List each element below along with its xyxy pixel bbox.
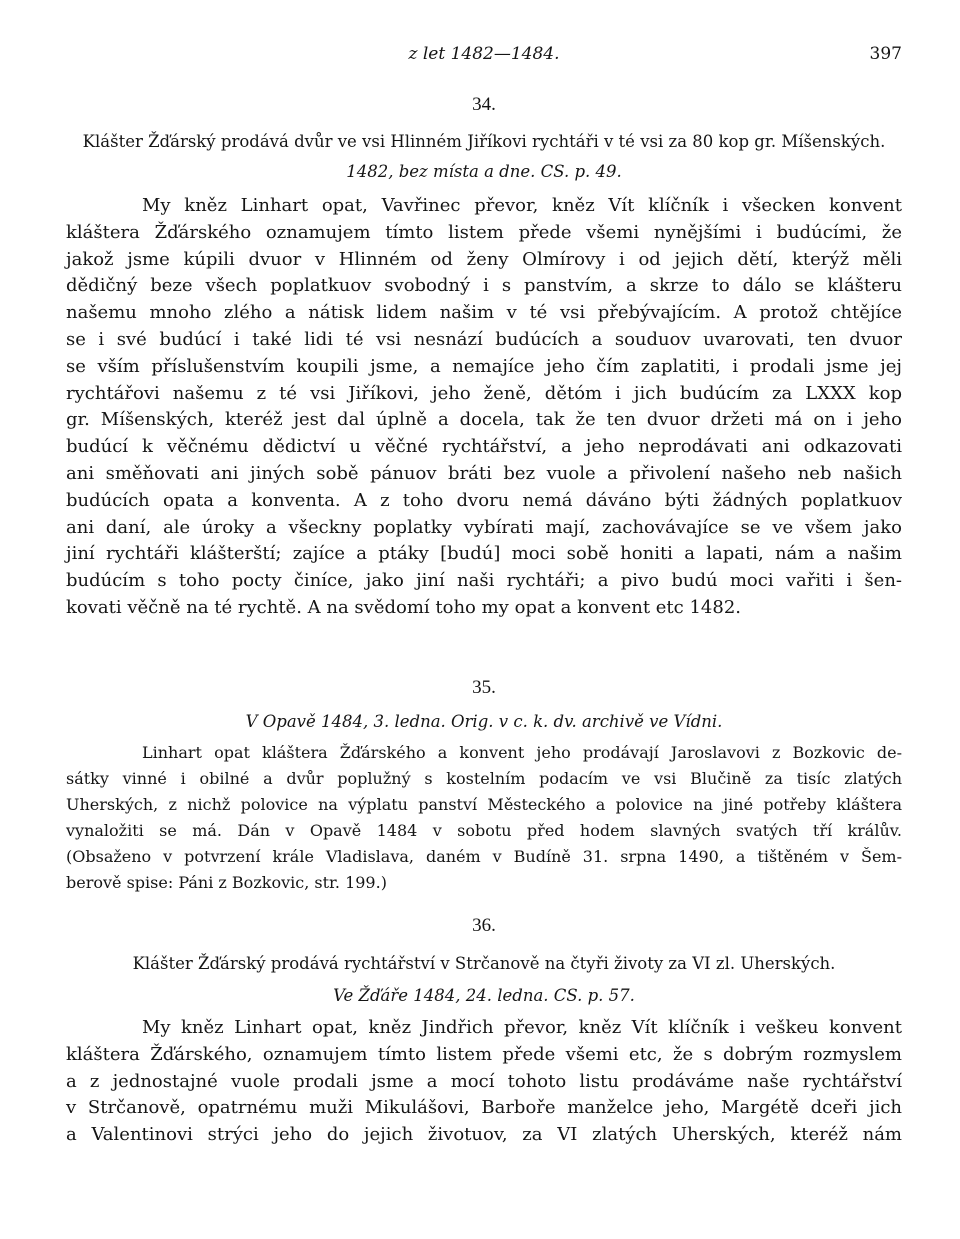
text-line: My kněz Linhart opat, kněz Jindřich převor, kněz Vít klíčník i veškeu konvent (142, 1017, 902, 1038)
text-line: našemu mnoho zlého a nátisk lidem našim v té vsi přebývajícím. A protož chtějíce (66, 302, 902, 324)
text-line: se i své budúcí i také lidi té vsi nesnází budúcích a souduov uvarovati, ten dvuor (66, 328, 902, 350)
text-line: berově spise: Páni z Bozkovic, str. 199.) (66, 873, 387, 892)
text-line: Uherských, z nichž polovice na výplatu panství Městeckého a polovice na jiné potřeby kláštera (66, 795, 902, 814)
section-heading: Klášter Žďárský prodává rychtářství v Strčanově na čtyři životy za VI zl. Uherských. (132, 954, 836, 973)
text-line: rychtářovi našemu z té vsi Jiříkovi, jeho ženě, dětóm i jich budúcím za LXXX kop (66, 382, 902, 404)
running-title: z let 1482—1484. (408, 44, 560, 64)
section-heading: Klášter Žďárský prodává dvůr ve vsi Hlinném Jiříkovi rychtáři v té vsi za 80 kop gr. Míšenských. (82, 132, 886, 151)
section-number: 34. (472, 94, 496, 115)
section-text (66, 740, 902, 896)
section-number: 36. (472, 915, 496, 936)
text-line: a z jednostajné vuole prodali jsme a mocí tohoto listu prodáváme naše rychtářství (66, 1070, 902, 1092)
text-line: a Valentinovi strýci jeho do jejich životuov, za VI zlatých Uherských, kteréž nám (66, 1124, 902, 1146)
text-line: v Strčanově, opatrnému muži Mikulášovi, Barboře manželce jeho, Margétě dceři jich (66, 1097, 902, 1119)
text-line: se vším příslušenstvím koupili jsme, a nemajíce jeho čím zaplatiti, i prodali jsme jej (66, 355, 902, 377)
text-line: (Obsaženo v potvrzení krále Vladislava, daném v Budíně 31. srpna 1490, a tištěném v Šem- (66, 847, 902, 866)
running-head (66, 44, 902, 74)
text-line: budúcích opata a konventa. A z toho dvoru nemá dáváno býti žádných poplatkuov (66, 489, 902, 511)
text-line: budúcí k věčnému dědictví u věčné rychtářství, a jeho neprodávati ani odkazovati (66, 436, 902, 458)
text-line: ani daní, ale úroky a všeckny poplatky vybírati mají, zachovávajíce se ve všem jako (66, 516, 902, 538)
text-line: My kněz Linhart opat, Vavřinec převor, kněz Vít klíčník i všecken konvent (142, 195, 902, 216)
section-number: 35. (472, 677, 496, 698)
section-text (66, 1015, 902, 1149)
text-line: ani směňovati ani jiných sobě pánuov bráti bez vuole a přivolení našeho neb našich (66, 462, 902, 484)
text-line: dědičný beze všech poplatkuov svobodný i s panstvím, a skrze to dálo se klášteru (66, 275, 902, 297)
section-text (66, 193, 902, 622)
text-line: sátky vinné i obilné a dvůr poplužný s kostelním podacím ve vsi Blučině za tisíc zlatých (66, 769, 902, 788)
text-line: vynaložiti se má. Dán v Opavě 1484 v sobotu před hodem slavných svatých tří králův. (66, 821, 902, 840)
text-line: jiní rychtáři klášterští; zajíce a ptáky [budú] moci sobě honiti a lapati, nám a našim (66, 543, 902, 565)
text-line: kovati věčně na té rychtě. A na svědomí toho my opat a konvent etc 1482. (66, 596, 741, 618)
section-source: V Opavě 1484, 3. ledna. Orig. v c. k. dv. archivě ve Vídni. (245, 712, 723, 731)
text-line: Linhart opat kláštera Žďárského a konvent jeho prodávají Jaroslavovi z Bozkovic de- (142, 743, 902, 762)
text-line: kláštera Žďárského, oznamujem tímto listem přede všemi etc, že s dobrým rozmyslem (66, 1043, 902, 1065)
section-source: Ve Žďáře 1484, 24. ledna. CS. p. 57. (333, 986, 635, 1005)
section-source: 1482, bez místa a dne. CS. p. 49. (346, 162, 622, 181)
text-line: budúcím s toho pocty činíce, jako jiní naši rychtáři; a pivo budú moci vařiti i šen- (66, 570, 902, 592)
text-line: jakož jsme kúpili dvuor v Hlinném od ženy Olmírovy i od jejich dětí, kterýž měli (66, 248, 902, 270)
page-number: 397 (869, 44, 902, 64)
text-line: gr. Míšenských, kteréž jest dal úplně a docela, tak že ten dvuor držeti má on i jeho (66, 409, 902, 431)
text-line: kláštera Žďárského oznamujem tímto listem přede všemi nynějšími i budúcími, že (66, 221, 902, 243)
